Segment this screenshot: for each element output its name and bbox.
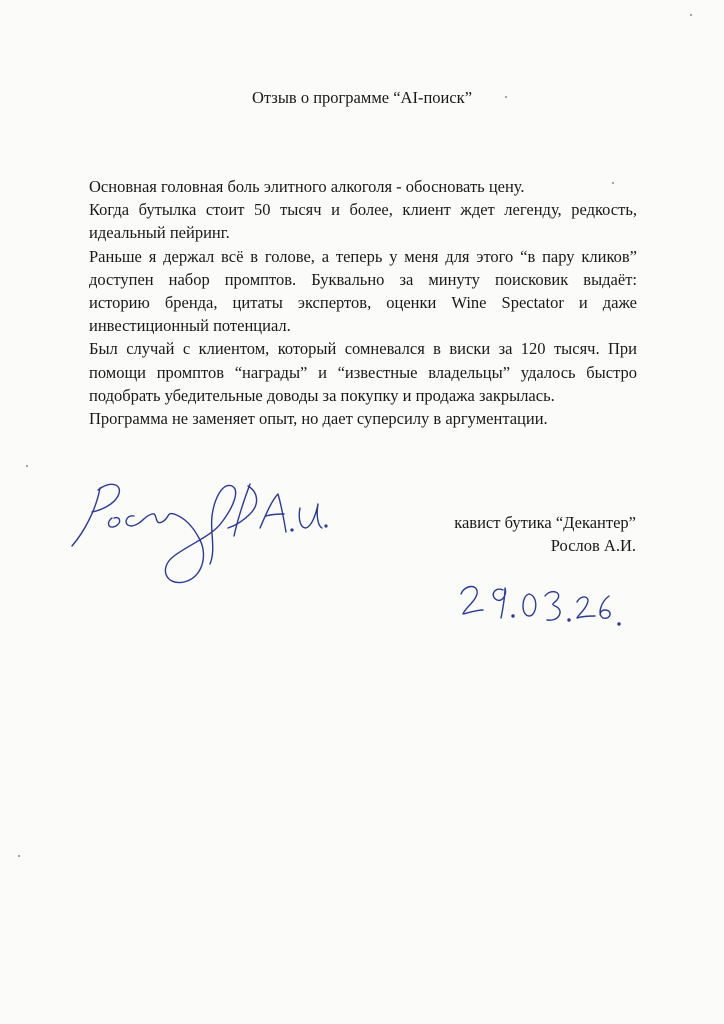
handwritten-signature — [62, 470, 332, 600]
scan-speck — [690, 14, 692, 16]
scan-speck — [612, 182, 614, 184]
signatory-name: Рослов А.И. — [550, 536, 636, 555]
body-line: подобрать убедительные доводы за покупку и продажа закрылась. — [89, 385, 555, 405]
body-line: историю бренда, цитаты экспертов, оценки Wine Spectator и даже — [89, 292, 637, 312]
body-line: помощи промптов “награды” и “известные владельцы” удалось быстро — [89, 362, 637, 382]
review-body — [89, 175, 637, 430]
handwritten-date — [455, 574, 625, 630]
body-line: Основная головная боль элитного алкоголя - обосновать цену. — [89, 177, 525, 196]
body-line: идеальный пейринг. — [89, 223, 230, 243]
body-line: Раньше я держал всё в голове, а теперь у меня для этого “в пару кликов” — [89, 246, 637, 266]
body-line: Программа не заменяет опыт, но дает суперсилу в аргументации. — [89, 408, 548, 428]
body-line: Был случай с клиентом, который сомневался в виски за 120 тысяч. При — [89, 339, 637, 359]
scan-speck — [18, 855, 20, 857]
signatory-block — [454, 511, 636, 557]
signatory-position: кавист бутика “Декантер” — [454, 513, 636, 532]
scan-speck — [505, 96, 507, 98]
body-line: Когда бутылка стоит 50 тысяч и более, клиент ждет легенду, редкость, — [89, 200, 637, 220]
body-line: инвестиционный потенциал. — [89, 316, 291, 336]
scan-speck — [26, 465, 28, 467]
body-line: доступен набор промптов. Буквально за минуту поисковик выдаёт: — [89, 269, 637, 289]
document-title: Отзыв о программе “AI-поиск” — [251, 88, 473, 107]
